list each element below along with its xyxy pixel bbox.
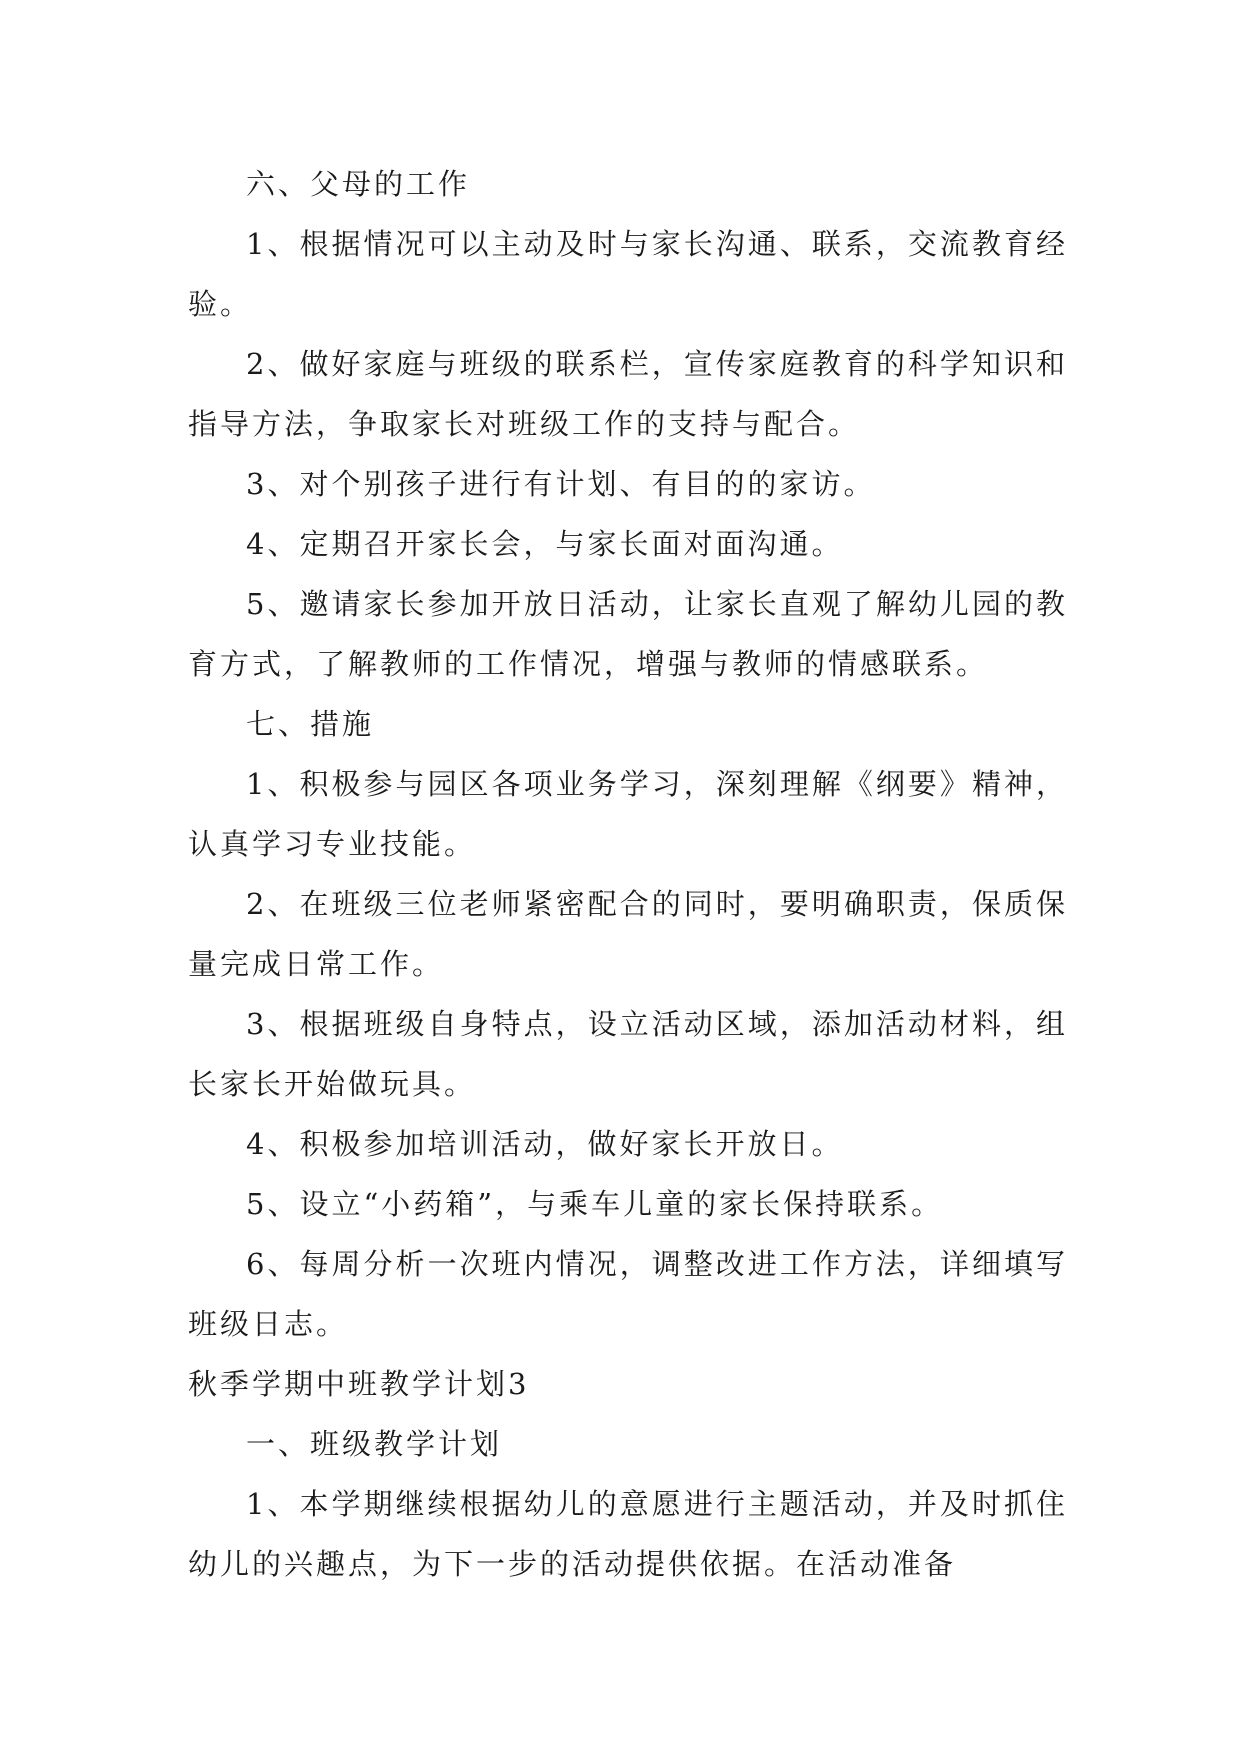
section-heading-teaching-plan: 一、班级教学计划: [246, 1427, 503, 1461]
section-heading-parents-work: 六、父母的工作: [246, 167, 471, 201]
measures-item-5: 5、设立“小药箱”，与乘车儿童的家长保持联系。: [246, 1187, 944, 1221]
measures-item-4: 4、积极参加培训活动，做好家长开放日。: [246, 1127, 844, 1161]
parents-work-item-3: 3、对个别孩子进行有计划、有目的的家访。: [246, 467, 876, 501]
parents-work-item-2: 2、做好家庭与班级的联系栏，宣传家庭教育的科学知识和指导方法，争取家长对班级工作的支持与配合。: [188, 347, 1068, 441]
teaching-plan-item-1: 1、本学期继续根据幼儿的意愿进行主题活动，并及时抓住幼儿的兴趣点，为下一步的活动提供依据。在活动准备: [188, 1487, 1068, 1581]
parents-work-item-1: 1、根据情况可以主动及时与家长沟通、联系，交流教育经验。: [188, 227, 1068, 321]
measures-item-1: 1、积极参与园区各项业务学习，深刻理解《纲要》精神，认真学习专业技能。: [188, 767, 1068, 861]
document-title: 秋季学期中班教学计划3: [188, 1367, 530, 1401]
measures-item-3: 3、根据班级自身特点，设立活动区域，添加活动材料，组长家长开始做玩具。: [188, 1007, 1068, 1101]
parents-work-item-5: 5、邀请家长参加开放日活动，让家长直观了解幼儿园的教育方式，了解教师的工作情况，增强与教师的情感联系。: [188, 587, 1068, 681]
measures-item-6: 6、每周分析一次班内情况，调整改进工作方法，详细填写班级日志。: [188, 1247, 1068, 1341]
parents-work-item-4: 4、定期召开家长会，与家长面对面沟通。: [246, 527, 844, 561]
section-heading-measures: 七、措施: [246, 707, 375, 741]
measures-item-2: 2、在班级三位老师紧密配合的同时，要明确职责，保质保量完成日常工作。: [188, 887, 1068, 981]
document-body: [188, 154, 1068, 1594]
